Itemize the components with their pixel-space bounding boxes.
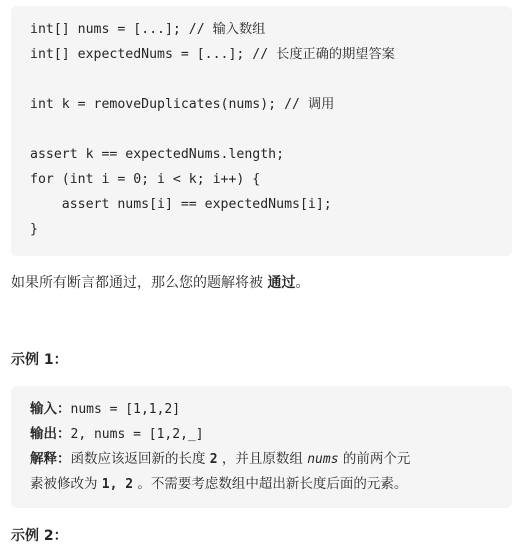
- assertion-paragraph: [11, 272, 309, 294]
- paragraph-suffix: 。: [295, 275, 310, 291]
- input-value: nums = [1,1,2]: [70, 402, 181, 417]
- code-line: int k = removeDuplicates(nums); // 调用: [30, 97, 335, 112]
- example-1-title: 示例 1：: [11, 352, 68, 368]
- example-explain-line: [30, 449, 410, 470]
- example-input-line: [30, 399, 180, 420]
- example-1-block: [11, 386, 512, 508]
- code-line: for (int i = 0; i < k; i++) {: [30, 172, 261, 187]
- explain-text: 的前两个元: [338, 451, 411, 467]
- code-line: int[] nums = [...]; // 输入数组: [30, 22, 266, 37]
- code-line: assert nums[i] == expectedNums[i];: [30, 197, 332, 212]
- code-line: assert k == expectedNums.length;: [30, 147, 285, 162]
- explain-text: 素被修改为: [30, 476, 102, 492]
- paragraph-text: 如果所有断言都通过，那么您的题解将被: [11, 275, 268, 291]
- code-block: [11, 6, 512, 256]
- explain-values: 1, 2: [101, 477, 134, 492]
- code-line: }: [30, 222, 38, 237]
- explain-text: 函数应该返回新的长度: [70, 451, 210, 467]
- input-label: 输入：: [30, 401, 71, 417]
- explain-length: 2: [209, 452, 218, 467]
- example-2-title: 示例 2：: [11, 528, 68, 544]
- output-label: 输出：: [30, 426, 71, 442]
- example-explain-line-2: [30, 474, 407, 495]
- example-output-line: [30, 424, 204, 445]
- code-line: int[] expectedNums = [...]; // 长度正确的期望答案: [30, 47, 395, 62]
- explain-var: nums: [307, 452, 339, 467]
- explain-text: 。不需要考虑数组中超出新长度后面的元素。: [133, 476, 408, 492]
- explain-label: 解释：: [30, 451, 71, 467]
- output-value: 2, nums = [1,2,_]: [70, 427, 204, 442]
- paragraph-bold: 通过: [267, 275, 296, 291]
- explain-text: ，并且原数组: [217, 451, 308, 467]
